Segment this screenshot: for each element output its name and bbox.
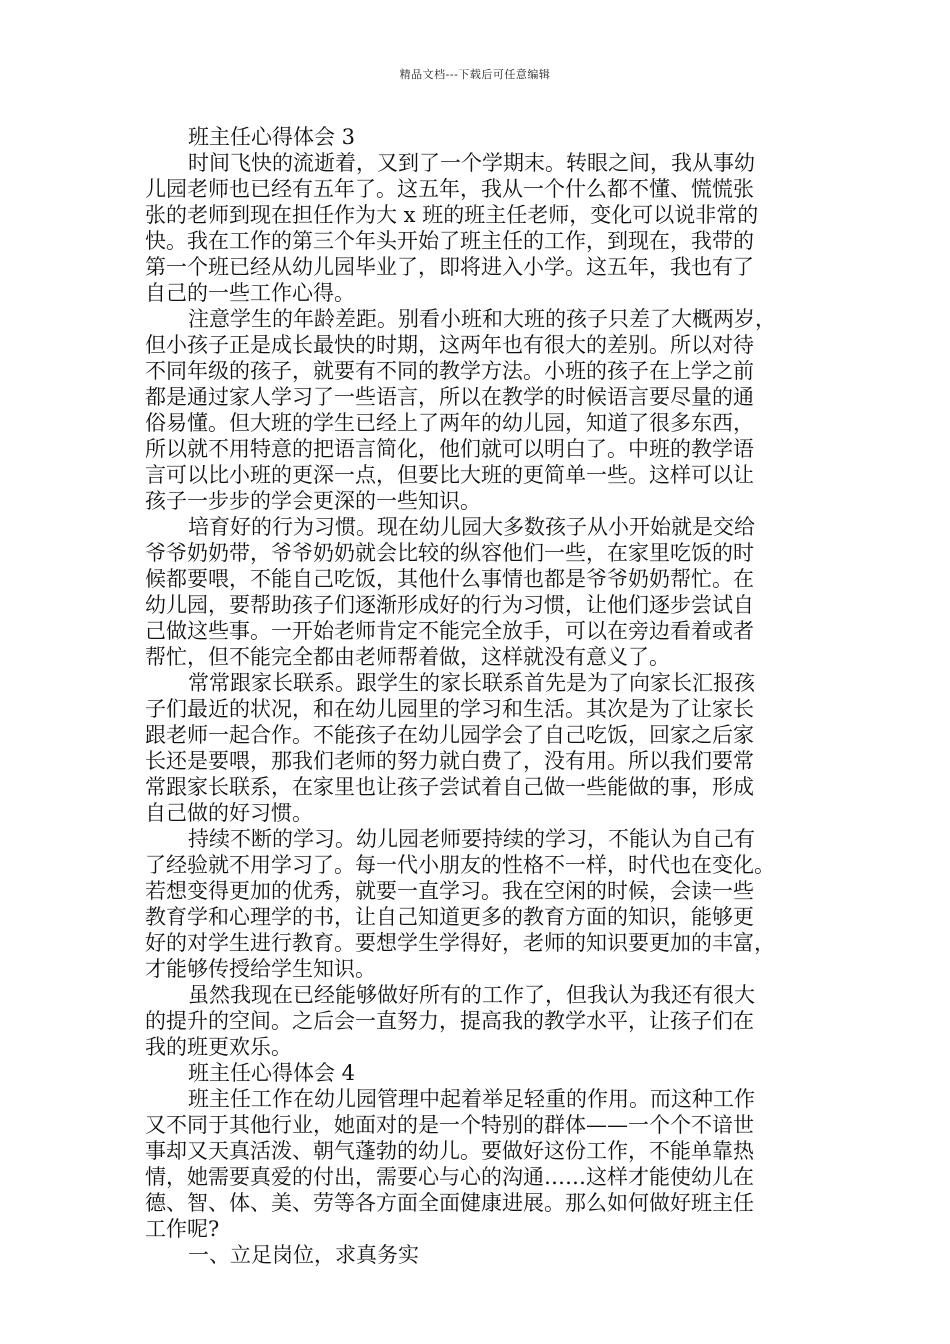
text-line: 儿园老师也已经有五年了。这五年，我从一个什么都不懂、慌慌张 xyxy=(145,177,754,201)
text-line: 跟老师一起合作。不能孩子在幼儿园学会了自己吃饭，回家之后家 xyxy=(145,723,754,747)
text-line: 俗易懂。但大班的学生已经上了两年的幼儿园，知道了很多东西， xyxy=(145,411,754,435)
text-line: 常常跟家长联系。跟学生的家长联系首先是为了向家长汇报孩 xyxy=(188,671,755,695)
text-line: 爷爷奶奶带，爷爷奶奶就会比较的纵容他们一些，在家里吃饭的时 xyxy=(145,541,754,565)
text-line: 事却又天真活泼、朝气蓬勃的幼儿。要做好这份工作，不能单靠热 xyxy=(145,1139,754,1163)
text-line: 了经验就不用学习了。每一代小朋友的性格不一样，时代也在变化。 xyxy=(145,853,775,877)
text-line: 班主任心得体会 4 xyxy=(188,1061,356,1085)
text-line: 帮忙，但不能完全都由老师帮着做，这样就没有意义了。 xyxy=(145,645,670,669)
text-line: 但小孩子正是成长最快的时期，这两年也有很大的差别。所以对待 xyxy=(145,333,754,357)
text-line: 长还是要喂，那我们老师的努力就白费了，没有用。所以我们要常 xyxy=(145,749,754,773)
document-body xyxy=(145,124,815,1268)
text-line: 注意学生的年龄差距。别看小班和大班的孩子只差了大概两岁， xyxy=(188,307,776,331)
text-line: 常跟家长联系，在家里也让孩子尝试着自己做一些能做的事，形成 xyxy=(145,775,754,799)
text-line: 自己的一些工作心得。 xyxy=(145,281,355,305)
text-line: 班主任心得体会 3 xyxy=(188,125,356,149)
text-line: 一、立足岗位，求真务实 xyxy=(188,1243,419,1267)
text-line: 的提升的空间。之后会一直努力，提高我的教学水平，让孩子们在 xyxy=(145,1009,754,1033)
text-line: 德、智、体、美、劳等各方面全面健康进展。那么如何做好班主任 xyxy=(145,1191,754,1215)
text-line: 情，她需要真爱的付出，需要心与心的沟通……这样才能使幼儿在 xyxy=(145,1165,754,1189)
text-line: 快。我在工作的第三个年头开始了班主任的工作，到现在，我带的 xyxy=(145,229,754,253)
text-line: 己做这些事。一开始老师肯定不能完全放手，可以在旁边看着或者 xyxy=(145,619,754,643)
text-line: 培育好的行为习惯。现在幼儿园大多数孩子从小开始就是交给 xyxy=(188,515,755,539)
page-header: 精品文档---下载后可任意编辑 xyxy=(399,68,551,81)
text-line: 班主任工作在幼儿园管理中起着举足轻重的作用。而这种工作 xyxy=(188,1087,755,1111)
text-line: 好的对学生进行教育。要想学生学得好，老师的知识要更加的丰富， xyxy=(145,931,775,955)
text-line: 候都要喂，不能自己吃饭，其他什么事情也都是爷爷奶奶帮忙。在 xyxy=(145,567,754,591)
text-line: 子们最近的状况，和在幼儿园里的学习和生活。其次是为了让家长 xyxy=(145,697,754,721)
text-line: 所以就不用特意的把语言简化，他们就可以明白了。中班的教学语 xyxy=(145,437,754,461)
text-line: 时间飞快的流逝着，又到了一个学期末。转眼之间，我从事幼 xyxy=(188,151,755,175)
text-line: 工作呢? xyxy=(145,1217,220,1241)
text-line: 虽然我现在已经能够做好所有的工作了，但我认为我还有很大 xyxy=(188,983,755,1007)
text-line: 幼儿园，要帮助孩子们逐渐形成好的行为习惯，让他们逐步尝试自 xyxy=(145,593,754,617)
text-line: 教育学和心理学的书，让自己知道更多的教育方面的知识，能够更 xyxy=(145,905,754,929)
text-line: 都是通过家人学习了一些语言，所以在教学的时候语言要尽量的通 xyxy=(145,385,754,409)
text-line: 若想变得更加的优秀，就要一直学习。我在空闲的时候，会读一些 xyxy=(145,879,754,903)
text-line: 第一个班已经从幼儿园毕业了，即将进入小学。这五年，我也有了 xyxy=(145,255,754,279)
text-line: 又不同于其他行业，她面对的是一个特别的群体——一个个不谙世 xyxy=(145,1113,754,1137)
text-line: 持续不断的学习。幼儿园老师要持续的学习，不能认为自己有 xyxy=(188,827,755,851)
text-line: 我的班更欢乐。 xyxy=(145,1035,292,1059)
text-line: 不同年级的孩子，就要有不同的教学方法。小班的孩子在上学之前 xyxy=(145,359,754,383)
text-line: 才能够传授给学生知识。 xyxy=(145,957,376,981)
text-line: 自己做的好习惯。 xyxy=(145,801,313,825)
text-line: 张的老师到现在担任作为大 x 班的班主任老师，变化可以说非常的 xyxy=(145,203,759,227)
text-line: 孩子一步步的学会更深的一些知识。 xyxy=(145,489,481,513)
text-line: 言可以比小班的更深一点，但要比大班的更简单一些。这样可以让 xyxy=(145,463,754,487)
